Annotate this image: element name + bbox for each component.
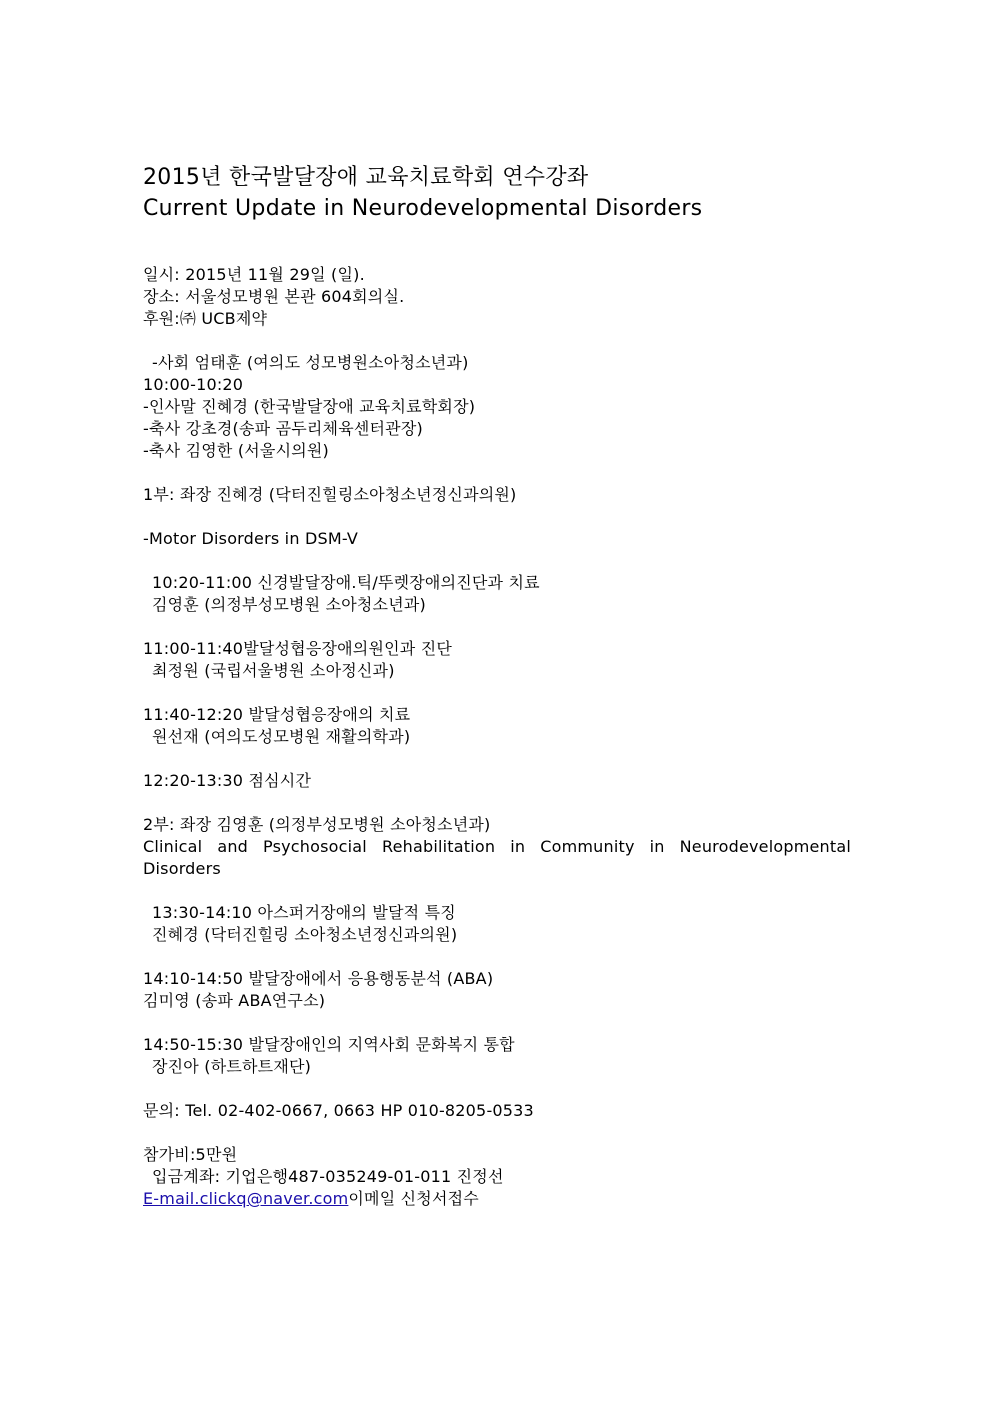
opening-time: 10:00-10:20 <box>143 375 244 394</box>
part1-theme: -Motor Disorders in DSM-V <box>143 529 359 548</box>
fee-amount: 참가비:5만원 <box>143 1145 238 1164</box>
event-date: 일시: 2015년 11월 29일 (일). <box>143 265 365 284</box>
part2-talk-1-speaker: 진혜경 (닥터진힐링 소아청소년정신과의원) <box>152 925 458 944</box>
registration-line <box>143 1188 479 1210</box>
part2-talk-1-title: 13:30-14:10 아스퍼거장애의 발달적 특징 <box>152 903 456 922</box>
part2-talk-3-speaker: 장진아 (하트하트재단) <box>152 1057 312 1076</box>
part2-talk-3-title: 14:50-15:30 발달장애인의 지역사회 문화복지 통합 <box>143 1035 515 1054</box>
part1-talk-1-title: 10:20-11:00 신경발달장애.틱/뚜렛장애의진단과 치료 <box>152 573 540 592</box>
opening-greeting: -인사말 진혜경 (한국발달장애 교육치료학회장) <box>143 397 476 416</box>
part1-talk-2-title: 11:00-11:40발달성협응장애의원인과 진단 <box>143 639 453 658</box>
contact-info: 문의: Tel. 02-402-0667, 0663 HP 010-8205-0533 <box>143 1101 534 1120</box>
part2-chair: 2부: 좌장 김영훈 (의정부성모병원 소아청소년과) <box>143 815 491 834</box>
title-english: Current Update in Neurodevelopmental Disorders <box>143 196 703 221</box>
part2-theme-line-2: Disorders <box>143 859 221 878</box>
fee-account: 입금계좌: 기업은행487-035249-01-011 진정선 <box>152 1167 504 1186</box>
part2-talk-2-title: 14:10-14:50 발달장애에서 응용행동분석 (ABA) <box>143 969 494 988</box>
part1-talk-2-speaker: 최정원 (국립서울병원 소아정신과) <box>152 661 395 680</box>
part2-theme-line-1: Clinical and Psychosocial Rehabilitation in Community in Neurodevelopmental <box>143 837 851 856</box>
part1-talk-3-speaker: 원선재 (여의도성모병원 재활의학과) <box>152 727 411 746</box>
opening-host: -사회 엄태훈 (여의도 성모병원소아청소년과) <box>152 353 469 372</box>
opening-congrats-1: -축사 강초경(송파 곰두리체육센터관장) <box>143 419 423 438</box>
part1-talk-1-speaker: 김영훈 (의정부성모병원 소아청소년과) <box>152 595 426 614</box>
email-link[interactable]: E-mail.clickq@naver.com <box>143 1189 349 1208</box>
event-venue: 장소: 서울성모병원 본관 604회의실. <box>143 287 405 306</box>
opening-congrats-2: -축사 김영한 (서울시의원) <box>143 441 329 460</box>
part2-talk-2-speaker: 김미영 (송파 ABA연구소) <box>143 991 326 1010</box>
lunch-break: 12:20-13:30 점심시간 <box>143 771 312 790</box>
part1-chair: 1부: 좌장 진혜경 (닥터진힐링소아청소년정신과의원) <box>143 485 517 504</box>
registration-note: 이메일 신청서접수 <box>348 1189 479 1208</box>
event-sponsor: 후원:㈜ UCB제약 <box>143 309 268 328</box>
part1-talk-3-title: 11:40-12:20 발달성협응장애의 치료 <box>143 705 411 724</box>
title-korean: 2015년 한국발달장애 교육치료학회 연수강좌 <box>143 165 589 190</box>
